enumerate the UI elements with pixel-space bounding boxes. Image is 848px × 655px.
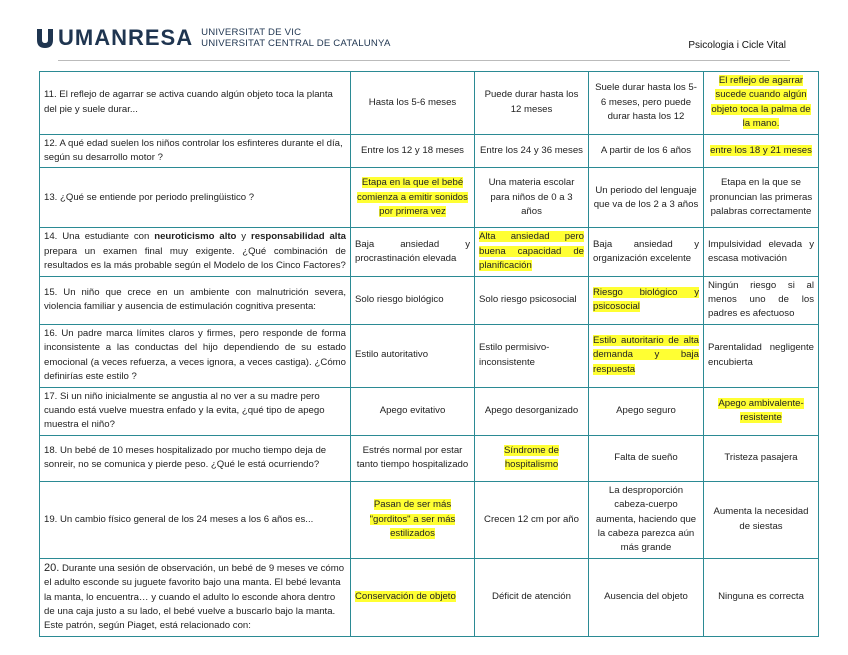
table-row xyxy=(40,558,819,636)
option-text: Ningún riesgo si al menos uno de los padres es afectuoso xyxy=(708,279,814,320)
option-cell xyxy=(704,387,819,435)
logo-subtitle-line-2: UNIVERSITAT CENTRAL DE CATALUNYA xyxy=(201,38,391,49)
question-cell: 17. Si un niño inicialmente se angustia al no ver a su madre pero cuando está vuelve muestra enfado y la evita, ¿qué tipo de apego muestra el niño? xyxy=(40,387,351,435)
table-row xyxy=(40,276,819,324)
header-divider xyxy=(58,60,790,61)
question-cell: 15. Un niño que crece en un ambiente con malnutrición severa, violencia familiar y ausencia de estimulación cognitiva presenta: xyxy=(40,276,351,324)
question-keyword: neuroticismo alto xyxy=(154,231,237,243)
option-cell xyxy=(475,134,589,168)
highlighted-answer: Apego ambivalente-resistente xyxy=(718,397,804,424)
option-text: Aumenta la necesidad de siestas xyxy=(713,506,809,532)
option-cell xyxy=(475,558,589,636)
option-text: Impulsividad elevada y escasa motivación xyxy=(708,238,814,265)
option-text: Apego desorganizado xyxy=(484,404,579,416)
highlighted-answer: Pasan de ser más "gorditos" a ser más estilizados xyxy=(369,499,456,539)
option-text: Apego seguro xyxy=(616,404,676,416)
question-cell: 16. Un padre marca límites claros y firmes, pero responde de forma inconsistente a las conductas del hijo dependiendo de su estado emocional (a veces refuerza, a veces ignora, a veces castiga). ¿Cómo definirías este estilo ? xyxy=(40,324,351,387)
option-cell xyxy=(589,228,704,276)
option-cell xyxy=(351,72,475,135)
subject-title: Psicologia i Cicle Vital xyxy=(688,40,786,51)
option-text: Estilo autoritativo xyxy=(355,349,429,361)
option-text: Apego evitativo xyxy=(379,404,446,416)
question-cell: 12. A qué edad suelen los niños controlar los esfinteres durante el día, según su desarrollo motor ? xyxy=(40,134,351,168)
option-cell xyxy=(351,435,475,481)
highlighted-answer: Conservación de objeto xyxy=(355,591,456,603)
option-cell xyxy=(475,387,589,435)
table-row xyxy=(40,481,819,558)
option-cell xyxy=(704,324,819,387)
question-cell: 11. El reflejo de agarrar se activa cuando algún objeto toca la planta del pie y suele durar... xyxy=(40,72,351,135)
option-text: Entre los 12 y 18 meses xyxy=(361,144,464,156)
table-row xyxy=(40,72,819,135)
option-cell xyxy=(351,481,475,558)
highlighted-answer: Estilo autoritario de alta demanda y baja respuesta xyxy=(593,335,699,375)
university-logo xyxy=(36,27,391,49)
table-row xyxy=(40,168,819,228)
highlighted-answer: Riesgo biológico y psicosocial xyxy=(593,286,699,313)
option-text: Un periodo del lenguaje que va de los 2 a 3 años xyxy=(593,184,699,210)
page-header xyxy=(0,0,848,62)
option-text: Falta de sueño xyxy=(614,452,678,464)
option-cell xyxy=(589,387,704,435)
option-cell xyxy=(475,168,589,228)
logo-subtitle xyxy=(201,27,390,49)
table-row xyxy=(40,134,819,168)
question-cell xyxy=(40,228,351,276)
option-text: A partir de los 6 años xyxy=(600,144,692,156)
option-cell xyxy=(475,324,589,387)
logo-subtitle-line-1: UNIVERSITAT DE VIC xyxy=(201,27,302,38)
question-text: y xyxy=(236,231,251,243)
option-text: Tristeza pasajera xyxy=(724,452,798,464)
option-cell xyxy=(351,276,475,324)
option-cell xyxy=(704,435,819,481)
option-text: Parentalidad negligente encubierta xyxy=(708,342,814,368)
option-cell xyxy=(704,168,819,228)
option-cell xyxy=(475,435,589,481)
question-text: 14. Una estudiante con xyxy=(44,231,155,243)
option-cell xyxy=(475,72,589,135)
question-text: Durante una sesión de observación, un bebé de 9 meses ve cómo el adulto esconde su juguete favorito bajo una manta. El bebé levanta la manta, lo encuentra… y cuando el adulto lo esconde ahora dentro de una caja justo a su lado, el bebé vuelve a buscarlo bajo la manta. Este patrón, según Piaget, está relacionado con: xyxy=(44,562,345,632)
question-number: 20. xyxy=(44,561,60,574)
option-text: Entre los 24 y 36 meses xyxy=(480,144,583,156)
option-cell xyxy=(589,276,704,324)
option-cell xyxy=(351,228,475,276)
highlighted-answer: Alta ansiedad pero buena capacidad de planificación xyxy=(479,231,584,272)
option-cell xyxy=(351,558,475,636)
option-cell xyxy=(475,481,589,558)
option-cell xyxy=(475,228,589,276)
table-row xyxy=(40,228,819,276)
option-cell xyxy=(589,435,704,481)
option-text: Suele durar hasta los 5-6 meses, pero puede durar hasta los 12 xyxy=(595,82,697,123)
option-text: Estilo permisivo-inconsistente xyxy=(479,342,550,368)
option-cell xyxy=(351,168,475,228)
option-cell xyxy=(589,72,704,135)
option-text: Etapa en la que se pronuncian las primeras palabras correctamente xyxy=(709,177,813,218)
option-text: Ausencia del objeto xyxy=(604,591,688,603)
option-text: Hasta los 5-6 meses xyxy=(368,96,457,108)
option-cell xyxy=(704,481,819,558)
question-cell xyxy=(40,558,351,636)
option-text: Solo riesgo biológico xyxy=(355,294,444,306)
option-cell xyxy=(589,558,704,636)
option-cell xyxy=(704,558,819,636)
option-text: Crecen 12 cm por año xyxy=(484,513,579,525)
option-text: Puede durar hasta los 12 meses xyxy=(484,89,579,115)
option-text: Ninguna es correcta xyxy=(718,591,804,603)
option-text: Estrés normal por estar tanto tiempo hospitalizado xyxy=(356,444,469,471)
option-cell xyxy=(704,276,819,324)
question-cell: 19. Un cambio físico general de los 24 meses a los 6 años es... xyxy=(40,481,351,558)
option-cell xyxy=(589,134,704,168)
table-row xyxy=(40,387,819,435)
logo-wordmark: UMANRESA xyxy=(58,25,194,50)
highlighted-answer: entre los 18 y 21 meses xyxy=(710,144,812,156)
option-cell xyxy=(589,481,704,558)
option-cell xyxy=(475,276,589,324)
highlighted-answer: Síndrome de hospitalismo xyxy=(504,444,559,471)
highlighted-answer: El reflejo de agarrar sucede cuando algún objeto toca la palma de la mano. xyxy=(711,75,811,130)
option-cell xyxy=(704,228,819,276)
question-keyword: responsabilidad alta xyxy=(251,231,346,243)
table-row xyxy=(40,324,819,387)
option-text: La desproporción cabeza-cuerpo aumenta, haciendo que la cabeza parezca aún más grande xyxy=(595,484,697,554)
option-cell xyxy=(351,324,475,387)
option-cell xyxy=(704,72,819,135)
option-cell xyxy=(704,134,819,168)
option-cell xyxy=(589,168,704,228)
option-text: Baja ansiedad y procrastinación elevada xyxy=(355,238,470,265)
question-text: prepara un examen final muy exigente. ¿Qué combinación de resultados es la más probable según el Modelo de los Cinco Factores? xyxy=(44,245,346,272)
option-text: Baja ansiedad y organización excelente xyxy=(593,238,699,265)
option-cell xyxy=(351,134,475,168)
option-cell xyxy=(589,324,704,387)
option-text: Solo riesgo psicosocial xyxy=(479,294,577,306)
quiz-table xyxy=(39,71,819,637)
option-cell xyxy=(351,387,475,435)
question-cell: 13. ¿Qué se entiende por periodo prelingüistico ? xyxy=(40,168,351,228)
table-row xyxy=(40,435,819,481)
option-text: Una materia escolar para niños de 0 a 3 años xyxy=(488,177,575,218)
highlighted-answer: Etapa en la que el bebé comienza a emitir sonidos por primera vez xyxy=(357,177,468,218)
option-text: Déficit de atención xyxy=(492,591,571,603)
question-cell: 18. Un bebé de 10 meses hospitalizado por mucho tiempo deja de sonreir, no se comunica y pierde peso. ¿Qué le está ocurriendo? xyxy=(40,435,351,481)
umanresa-logo-icon xyxy=(36,29,54,48)
